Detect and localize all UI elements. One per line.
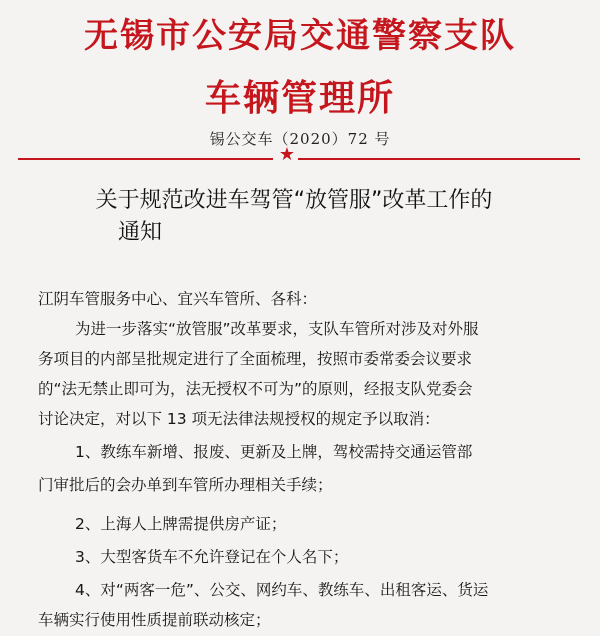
notice-title-line1: 关于规范改进车驾管“放管服”改革工作的	[95, 188, 493, 213]
body-line: 车辆实行使用性质提前联动核定；	[38, 611, 271, 629]
body-line: 门审批后的会办单到车管所办理相关手续；	[38, 476, 333, 494]
org-name-line1: 无锡市公安局交通警察支队	[84, 16, 516, 56]
notice-title-line2: 通知	[117, 220, 162, 245]
document-number: 锡公交车（2020）72 号	[209, 130, 391, 148]
red-divider-left	[18, 158, 273, 160]
body-line: 为进一步落实“放管服”改革要求，支队车管所对涉及对外服	[75, 320, 479, 338]
body-line: 2、上海人上牌需提供房产证；	[75, 515, 287, 533]
body-line: 4、对“两客一危”、公交、网约车、教练车、出租客运、货运	[75, 581, 489, 599]
body-line: 讨论决定，对以下 13 项无法律法规授权的规定予以取消：	[38, 410, 440, 428]
body-line: 1、教练车新增、报废、更新及上牌，驾校需持交通运管部	[75, 443, 473, 461]
star-icon: ★	[278, 144, 296, 165]
body-line: 务项目的内部呈批规定进行了全面梳理，按照市委常委会议要求	[38, 350, 473, 368]
body-line: 江阴车管服务中心、宜兴车管所、各科：	[38, 290, 318, 308]
org-name-line2: 车辆管理所	[204, 77, 395, 119]
body-line: 的“法无禁止即可为，法无授权不可为”的原则，经报支队党委会	[38, 380, 473, 398]
red-divider-right	[298, 158, 580, 160]
body-line: 3、大型客货车不允许登记在个人名下；	[75, 548, 349, 566]
